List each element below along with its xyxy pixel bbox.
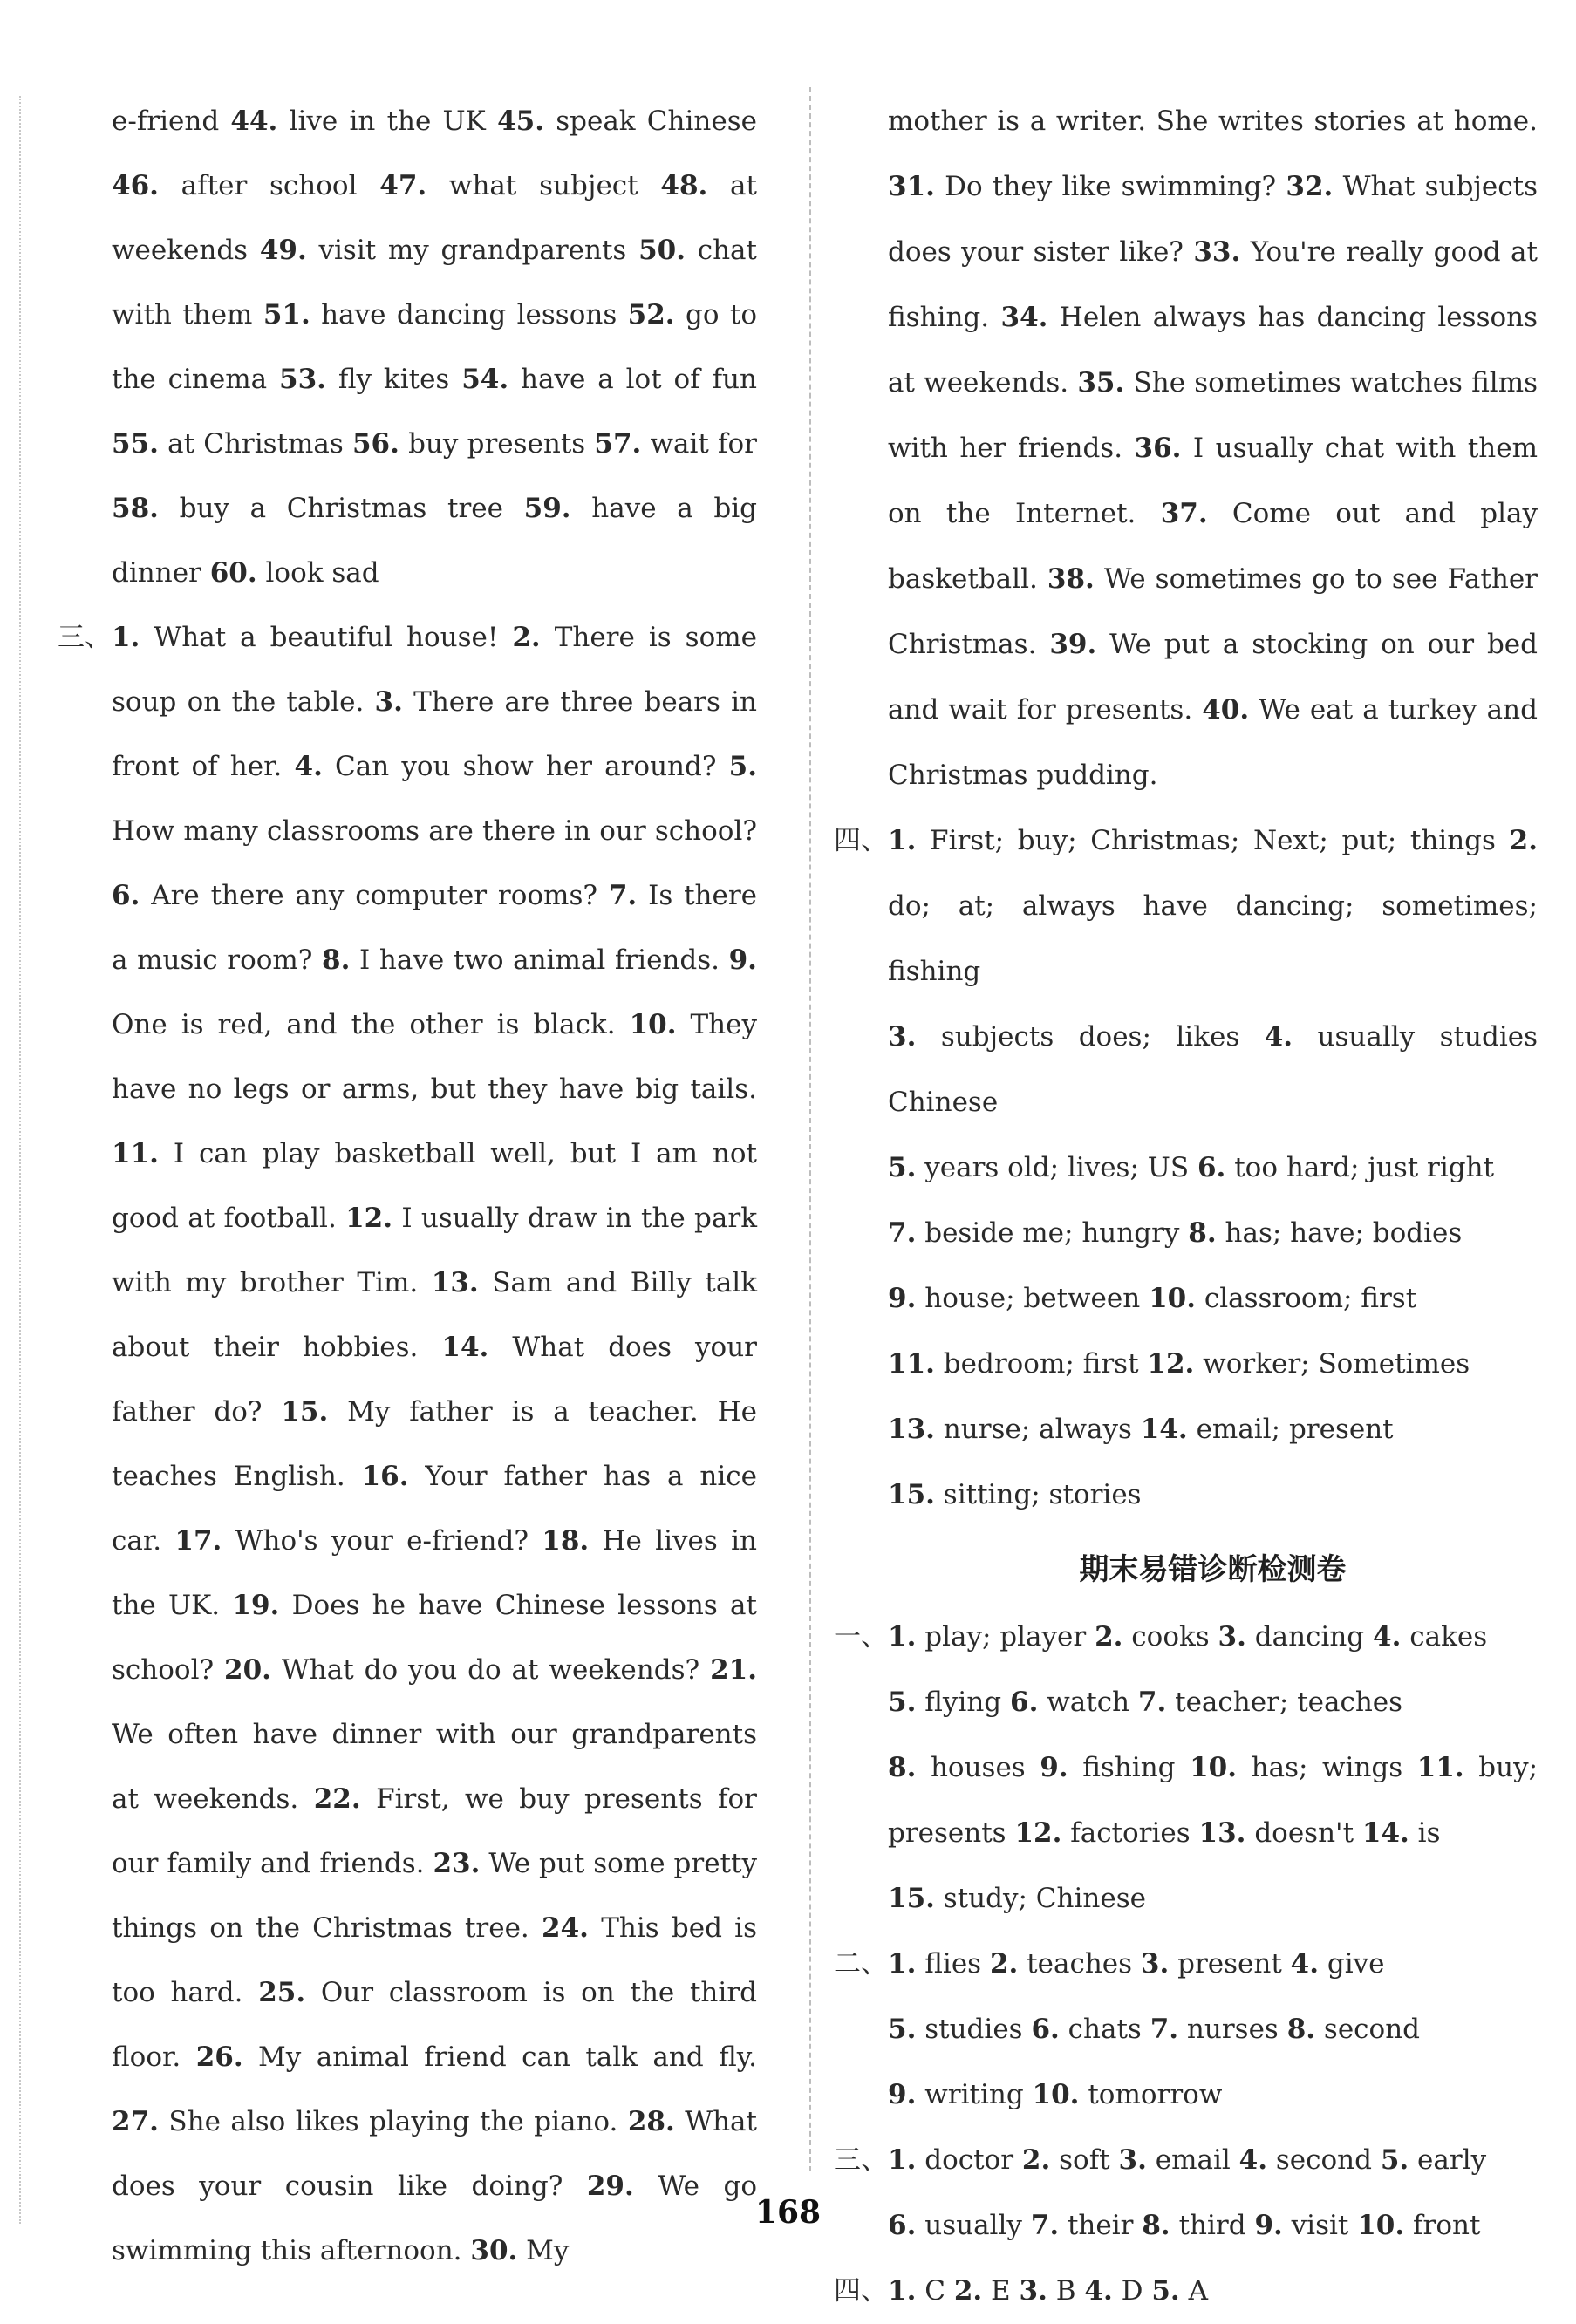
exam-title: 期末易错诊断检测卷	[1079, 1552, 1347, 1587]
section-4	[834, 808, 1538, 1528]
section-4-line: 3. subjects does; likes 4. usually studies Chinese	[888, 1021, 1538, 1118]
section-4-line: 1. First; buy; Christmas; Next; put; things 2. do; at; always have dancing; sometimes; fishing	[888, 825, 1538, 987]
column-divider	[809, 87, 811, 2171]
section-3-label: 三、	[58, 622, 112, 653]
exam-section-2-label: 二、	[834, 1948, 888, 1980]
exam-section-1-line: 5. flying 6. watch 7. teacher; teaches	[888, 1687, 1403, 1718]
exam-section-1-line: 15. study; Chinese	[888, 1883, 1146, 1914]
page-number: 168	[754, 2194, 822, 2231]
exam-section-3	[834, 2128, 1538, 2259]
exam-section-2-line: 9. writing 10. tomorrow	[888, 2079, 1223, 2110]
exam-section-1-line: 1. play; player 2. cooks 3. dancing 4. cakes	[888, 1621, 1488, 1653]
exam-section-4	[834, 2259, 1538, 2324]
exam-section-3-label: 三、	[834, 2144, 888, 2176]
exam-section-3-line: 6. usually 7. their 8. third 9. visit 10. front	[888, 2210, 1481, 2241]
exam-section-1-line: 8. houses 9. fishing 10. has; wings 11. buy; presents 12. factories 13. doesn't 14. is	[888, 1752, 1538, 1849]
exam-section-2	[834, 1932, 1538, 2128]
exam-section-2-line: 5. studies 6. chats 7. nurses 8. second	[888, 2014, 1421, 2045]
intro-answers: e-friend 44. live in the UK 45. speak Chinese 46. after school 47. what subject 48. at weekends 49. visit my grandparents 50. chat with them 51. have dancing lessons 52. go to the cinema 53. fly kites 54. have a lot of fun 55. at Christmas 56. buy presents 57. wait for 58. buy a Christmas tree 59. have a big dinner 60. look sad	[112, 106, 758, 589]
left-column	[58, 89, 758, 2283]
exam-section-4-line: 1. C 2. E 3. B 4. D 5. A	[888, 2275, 1208, 2307]
exam-section-1	[834, 1605, 1538, 1932]
section-4-line: 5. years old; lives; US 6. too hard; just right	[888, 1152, 1495, 1183]
continuation-answers: mother is a writer. She writes stories at home. 31. Do they like swimming? 32. What subjects does your sister like? 33. You're really good at fishing. 34. Helen always has dancing lessons at weekends. 35. She sometimes watches films with her friends. 36. I usually chat with them on the Internet. 37. Come out and play basketball. 38. We sometimes go to see Father Christmas. 39. We put a stocking on our bed and wait for presents. 40. We eat a turkey and Christmas pudding.	[888, 106, 1538, 791]
section-4-label: 四、	[834, 825, 888, 856]
exam-section-1-label: 一、	[834, 1621, 888, 1653]
section-4-line: 13. nurse; always 14. email; present	[888, 1414, 1394, 1445]
section-4-line: 15. sitting; stories	[888, 1479, 1142, 1510]
section-4-line: 11. bedroom; first 12. worker; Sometimes	[888, 1348, 1470, 1380]
exam-section-4-label: 四、	[834, 2275, 888, 2307]
section-3	[58, 605, 758, 2283]
right-column	[834, 89, 1538, 2324]
margin-dotted-line	[19, 96, 21, 2224]
section-4-line: 9. house; between 10. classroom; first	[888, 1283, 1417, 1314]
section-3-answers: 1. What a beautiful house! 2. There is some soup on the table. 3. There are three bears in front of her. 4. Can you show her around? 5. How many classrooms are there in our school? 6. Are there any computer rooms? 7. Is there a music room? 8. I have two animal friends. 9. One is red, and the other is black. 10. They have no legs or arms, but they have big tails. 11. I can play basketball well, but I am not good at football. 12. I usually draw in the park with my brother Tim. 13. Sam and Billy talk about their hobbies. 14. What does your father do? 15. My father is a teacher. He teaches English. 16. Your father has a nice car. 17. Who's your e-friend? 18. He lives in the UK. 19. Does he have Chinese lessons at school? 20. What do you do at weekends? 21. We often have dinner with our grandparents at weekends. 22. First, we buy presents for our family and friends. 23. We put some pretty things on the Christmas tree. 24. This bed is too hard. 25. Our classroom is on the third floor. 26. My animal friend can talk and fly. 27. She also likes playing the piano. 28. What does your cousin like doing? 29. We go swimming this afternoon. 30. My	[112, 622, 758, 2266]
section-4-line: 7. beside me; hungry 8. has; have; bodies	[888, 1217, 1463, 1249]
exam-section-2-line: 1. flies 2. teaches 3. present 4. give	[888, 1948, 1385, 1980]
exam-section-3-line: 1. doctor 2. soft 3. email 4. second 5. early	[888, 2144, 1487, 2176]
